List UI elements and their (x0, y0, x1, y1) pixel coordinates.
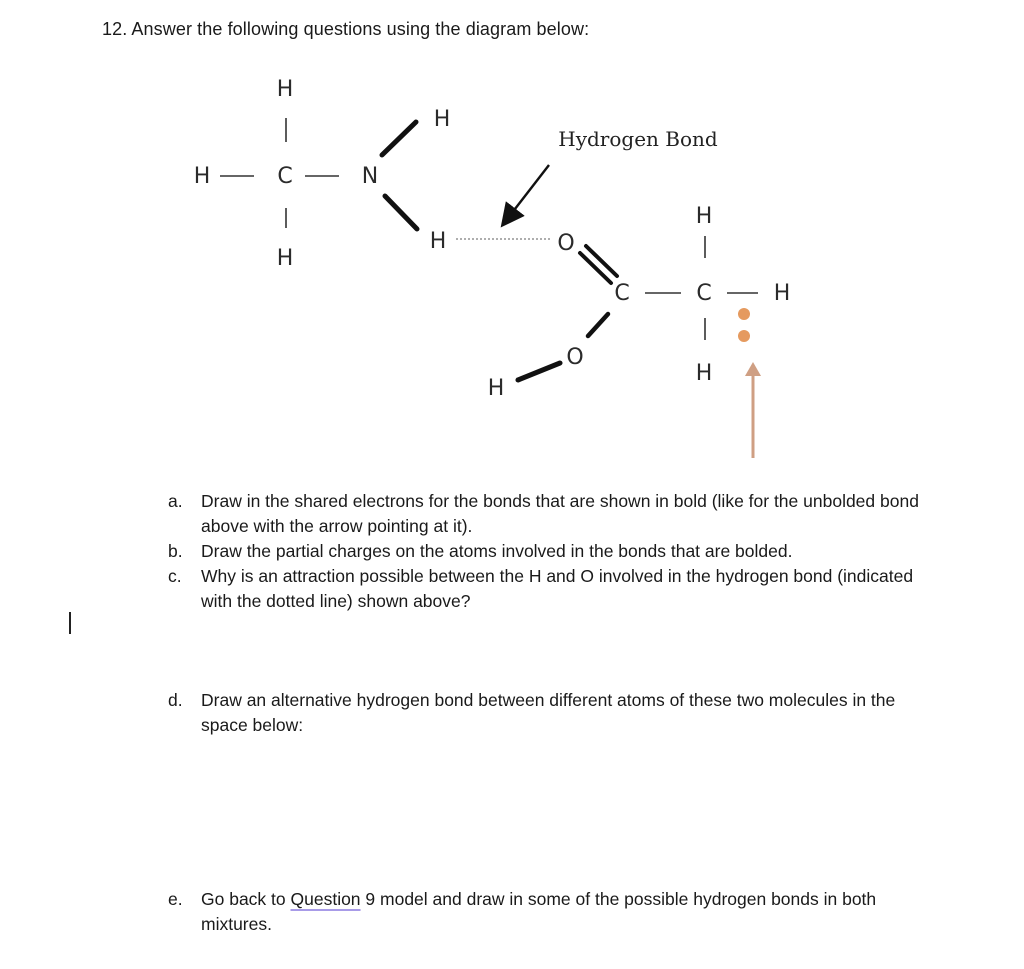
bold-bond-n-h-upper (382, 122, 416, 155)
atom-h-top: H (276, 77, 294, 102)
atom-h-acid-top: H (695, 204, 713, 229)
list-item-text: Draw the partial charges on the atoms involved in the bonds that are bolded. (201, 541, 793, 561)
methylamine-molecule (194, 77, 451, 271)
hydrogen-bond-label: Hydrogen Bond (558, 127, 718, 151)
bold-bond-n-h-lower (385, 196, 417, 229)
atom-h-acid-bottom: H (695, 361, 713, 386)
partial-charge-dot-lower (738, 330, 750, 342)
text-cursor (69, 612, 71, 634)
question-heading: 12. Answer the following questions using the diagram below: (102, 19, 590, 39)
atom-h-acid-right: H (773, 281, 791, 306)
question-link[interactable]: Question (290, 889, 361, 909)
atom-c-methyl-acid: C (696, 281, 712, 306)
list-item-text: Draw in the shared electrons for the bonds that are shown in bold (like for the unbolded bond above with the arrow pointing at it). (201, 491, 919, 536)
list-item-text (201, 887, 941, 937)
list-item-text-before: Go back to (201, 889, 291, 909)
partial-charge-dot-upper (738, 308, 750, 320)
list-marker: b. (168, 541, 183, 561)
atom-h-bottom: H (276, 246, 294, 271)
atom-o-carbonyl: O (557, 231, 575, 256)
atom-h-hydroxyl: H (487, 376, 505, 401)
atom-c-carboxyl: C (614, 281, 630, 306)
orange-arrow-head (745, 362, 761, 376)
bold-bond-o-h (518, 363, 560, 380)
hydrogen-bond-arrow (508, 165, 549, 218)
atom-o-hydroxyl: O (566, 345, 584, 370)
atom-n: N (361, 164, 379, 189)
atom-h-left: H (193, 164, 211, 189)
atom-h-lower: H (429, 229, 447, 254)
list-marker: a. (168, 491, 183, 511)
list-marker: c. (168, 566, 182, 586)
atom-h-upper: H (433, 107, 451, 132)
list-item-text-after: 9 model and draw in some of the possible hydrogen bonds in both mixtures. (201, 889, 877, 934)
list-marker: d. (168, 690, 183, 710)
bold-bond-c-o-single (588, 314, 608, 336)
molecule-diagram (0, 0, 1024, 480)
list-item-text: Draw an alternative hydrogen bond between different atoms of these two molecules in the space below: (201, 690, 896, 735)
acetic-acid-molecule (488, 204, 791, 458)
atom-c-methyl: C (277, 164, 293, 189)
list-marker: e. (168, 889, 183, 909)
list-item-text: Why is an attraction possible between the H and O involved in the hydrogen bond (indicated with the dotted line) shown above? (201, 566, 914, 611)
